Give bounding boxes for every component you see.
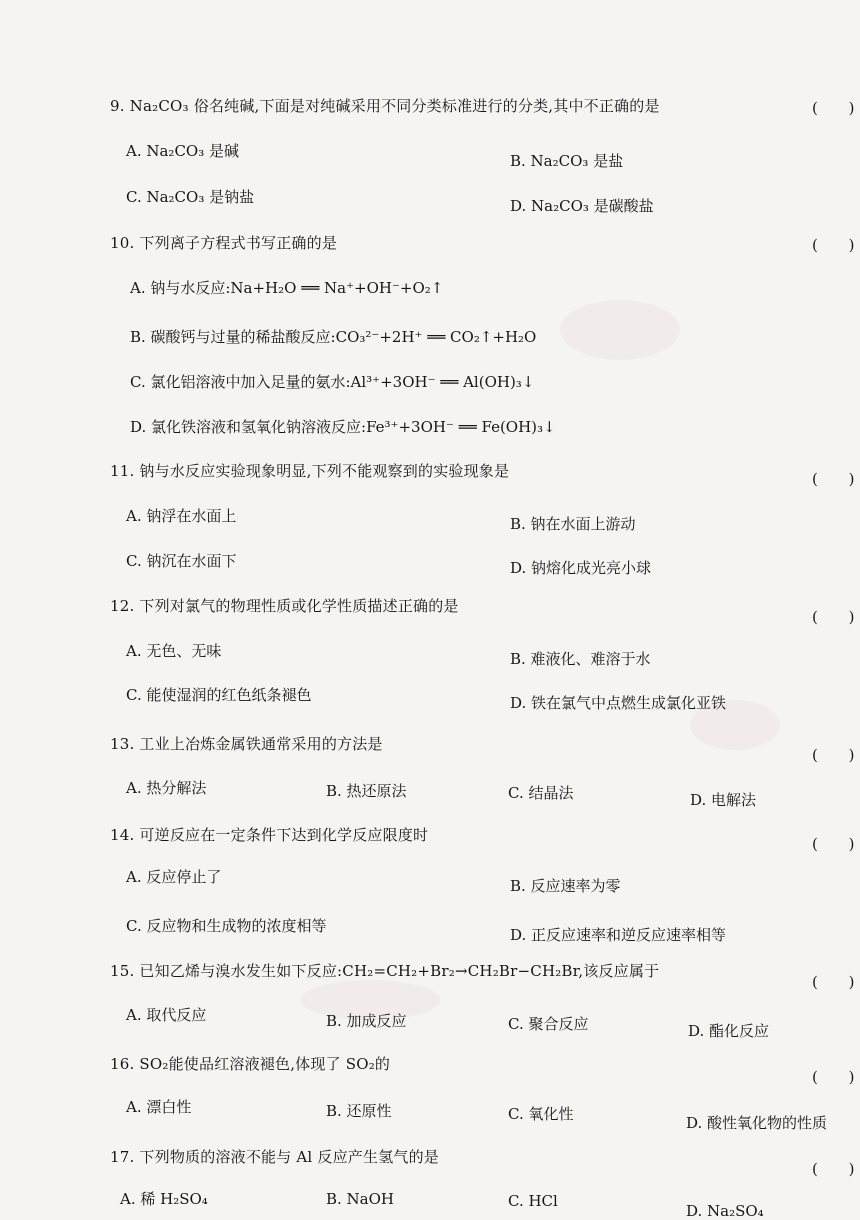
answer-bracket: ( ) [812, 746, 855, 764]
option-d: D. Na₂SO₄ [686, 1202, 764, 1220]
option-b: B. 碳酸钙与过量的稀盐酸反应:CO₃²⁻+2H⁺ ══ CO₂↑+H₂O [130, 328, 537, 346]
paper-stain [560, 300, 680, 360]
question-stem: 10. 下列离子方程式书写正确的是 [110, 234, 338, 252]
option-d: D. 酸性氧化物的性质 [686, 1114, 828, 1132]
question-stem: 15. 已知乙烯与溴水发生如下反应:CH₂=CH₂+Br₂→CH₂Br−CH₂Br,该反应属于 [110, 962, 660, 980]
option-d: D. Na₂CO₃ 是碳酸盐 [510, 197, 654, 215]
option-a: A. 钠与水反应:Na+H₂O ══ Na⁺+OH⁻+O₂↑ [130, 279, 444, 297]
option-a: A. 无色、无味 [126, 642, 222, 660]
option-c: C. 钠沉在水面下 [126, 552, 237, 570]
answer-bracket: ( ) [812, 835, 855, 853]
option-c: C. 结晶法 [508, 784, 574, 802]
option-c: C. 氯化铝溶液中加入足量的氨水:Al³⁺+3OH⁻ ══ Al(OH)₃↓ [130, 373, 535, 391]
option-d: D. 氯化铁溶液和氢氧化钠溶液反应:Fe³⁺+3OH⁻ ══ Fe(OH)₃↓ [130, 418, 556, 436]
option-b: B. NaOH [326, 1190, 395, 1208]
option-d: D. 钠熔化成光亮小球 [510, 559, 652, 577]
option-c: C. 氧化性 [508, 1105, 574, 1123]
option-b: B. 还原性 [326, 1102, 392, 1120]
option-b: B. Na₂CO₃ 是盐 [510, 152, 624, 170]
option-b: B. 钠在水面上游动 [510, 515, 636, 533]
option-a: A. 热分解法 [126, 779, 207, 797]
option-d: D. 电解法 [690, 791, 757, 809]
option-c: C. 能使湿润的红色纸条褪色 [126, 686, 312, 704]
question-stem: 9. Na₂CO₃ 俗名纯碱,下面是对纯碱采用不同分类标准进行的分类,其中不正确的是 [110, 97, 660, 115]
answer-bracket: ( ) [812, 1160, 855, 1178]
option-a: A. 稀 H₂SO₄ [120, 1190, 208, 1208]
option-b: B. 难液化、难溶于水 [510, 650, 651, 668]
option-d: D. 酯化反应 [688, 1022, 770, 1040]
answer-bracket: ( ) [812, 99, 855, 117]
answer-bracket: ( ) [812, 236, 855, 254]
question-stem: 11. 钠与水反应实验现象明显,下列不能观察到的实验现象是 [110, 462, 510, 480]
option-c: C. HCl [508, 1192, 558, 1210]
answer-bracket: ( ) [812, 973, 855, 991]
option-c: C. 反应物和生成物的浓度相等 [126, 917, 327, 935]
option-d: D. 铁在氯气中点燃生成氯化亚铁 [510, 694, 727, 712]
option-b: B. 加成反应 [326, 1012, 407, 1030]
option-a: A. 钠浮在水面上 [126, 507, 237, 525]
question-stem: 13. 工业上冶炼金属铁通常采用的方法是 [110, 735, 383, 753]
answer-bracket: ( ) [812, 608, 855, 626]
question-stem: 16. SO₂能使品红溶液褪色,体现了 SO₂的 [110, 1055, 391, 1073]
question-stem: 12. 下列对氯气的物理性质或化学性质描述正确的是 [110, 597, 459, 615]
option-a: A. 取代反应 [126, 1006, 207, 1024]
option-d: D. 正反应速率和逆反应速率相等 [510, 926, 727, 944]
question-stem: 14. 可逆反应在一定条件下达到化学反应限度时 [110, 826, 429, 844]
option-a: A. Na₂CO₃ 是碱 [126, 142, 240, 160]
option-c: C. Na₂CO₃ 是钠盐 [126, 188, 255, 206]
option-b: B. 反应速率为零 [510, 877, 621, 895]
answer-bracket: ( ) [812, 470, 855, 488]
answer-bracket: ( ) [812, 1068, 855, 1086]
option-c: C. 聚合反应 [508, 1015, 589, 1033]
option-b: B. 热还原法 [326, 782, 407, 800]
option-a: A. 漂白性 [126, 1098, 192, 1116]
option-a: A. 反应停止了 [126, 868, 222, 886]
question-stem: 17. 下列物质的溶液不能与 Al 反应产生氢气的是 [110, 1148, 439, 1166]
